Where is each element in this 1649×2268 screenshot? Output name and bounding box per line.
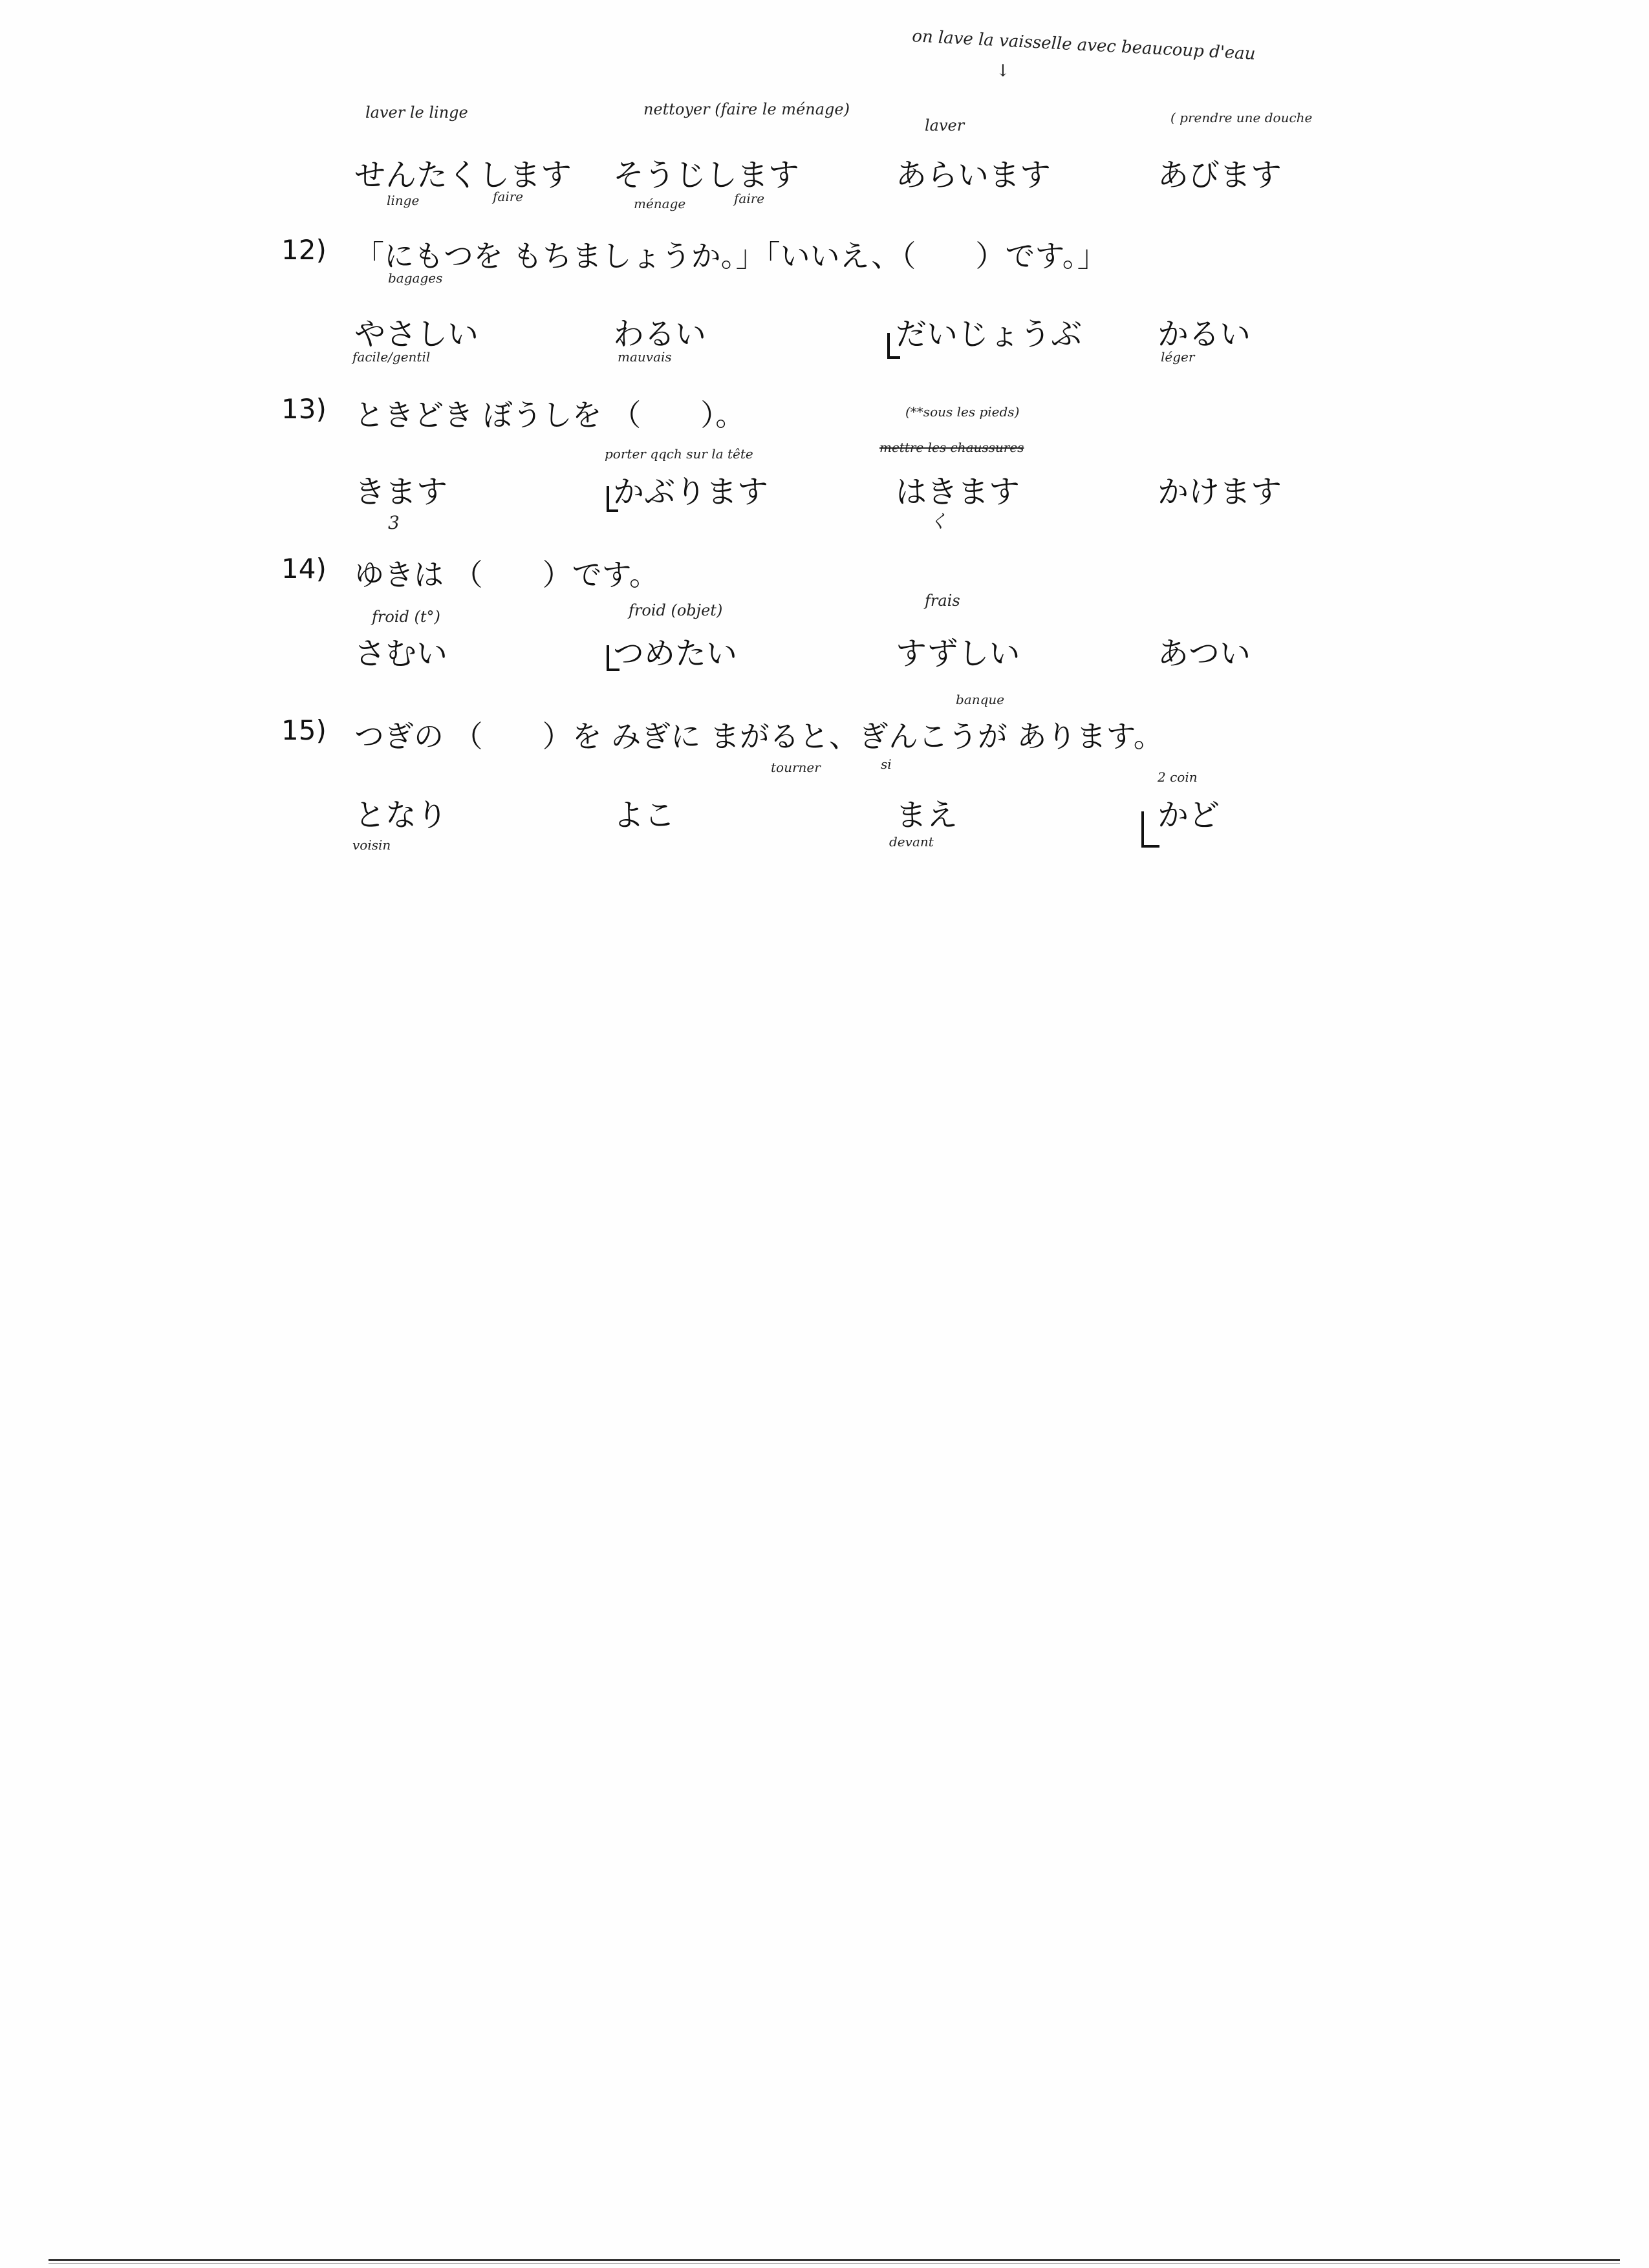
note-above-option-2: nettoyer (faire le ménage)	[643, 100, 850, 118]
question-number-15: 15)	[281, 714, 327, 746]
option-yasashii: やさしい	[354, 316, 479, 352]
handwritten-arrow: ↓	[996, 61, 1010, 81]
option-abimasu: あびます	[1158, 157, 1282, 193]
note-below-hakimasu: く	[929, 511, 948, 532]
question-number-13: 13)	[281, 393, 327, 425]
option-suzushii: すずしい	[896, 636, 1020, 672]
option-samui: さむい	[354, 636, 448, 672]
note-below-kimasu: 3	[388, 512, 400, 533]
answer-check-mark-q13	[607, 486, 618, 512]
option-sentaku-shimasu: せんたくします	[354, 157, 572, 193]
question-text-13: ときどき ぼうしを （ ）。	[354, 398, 746, 433]
option-mae: まえ	[896, 797, 958, 833]
note-above-samui: froid (t°)	[372, 608, 440, 626]
handwritten-note-top: on lave la vaisselle avec beaucoup d'eau	[911, 27, 1256, 64]
option-tonari: となり	[354, 797, 448, 833]
question-number-12: 12)	[281, 234, 327, 266]
question-number-14: 14)	[281, 553, 327, 584]
answer-check-mark-q15	[1141, 811, 1159, 848]
note-si: si	[881, 756, 892, 772]
note-above-hakimasu-2: mettre les chaussures	[879, 440, 1024, 455]
note-below-yasashii: facile/gentil	[352, 349, 431, 365]
option-warui: わるい	[613, 316, 707, 352]
note-above-option-4: ( prendre une douche	[1170, 110, 1313, 125]
option-kaburimasu: かぶります	[613, 474, 769, 510]
note-above-suzushii: frais	[925, 592, 960, 610]
option-souji-shimasu: そうじします	[613, 157, 800, 193]
note-below-karui: léger	[1161, 349, 1195, 365]
option-atsui: あつい	[1158, 636, 1251, 672]
note-above-option-1: laver le linge	[365, 103, 468, 122]
note-above-tsumetai: froid (objet)	[629, 601, 723, 619]
note-above-banque: banque	[956, 692, 1005, 707]
note-below-mae: devant	[889, 834, 934, 850]
note-above-kaburimasu: porter qqch sur la tête	[605, 446, 753, 462]
option-karui: かるい	[1158, 316, 1251, 352]
answer-check-mark-q14	[607, 645, 620, 671]
note-below-option-1a: linge	[387, 193, 420, 208]
note-below-option-2b: faire	[734, 191, 765, 206]
note-below-option-1b: faire	[493, 189, 524, 204]
option-yoko: よこ	[613, 797, 676, 833]
option-tsumetai: つめたい	[613, 636, 738, 672]
note-above-hakimasu-1: (**sous les pieds)	[905, 404, 1020, 420]
bottom-border-line	[48, 2259, 1620, 2261]
option-araimasu: あらいます	[896, 157, 1051, 193]
answer-check-mark-q12	[887, 333, 900, 359]
note-above-option-3: laver	[925, 116, 965, 134]
option-kado: かど	[1158, 797, 1220, 833]
option-kakemasu: かけます	[1158, 474, 1282, 510]
question-text-12: 「にもつを もちましょうか。」「いいえ、（ ）です。」	[354, 239, 1107, 273]
note-above-kado: 2 coin	[1158, 769, 1198, 785]
note-below-tonari: voisin	[352, 837, 391, 853]
question-text-15: つぎの （ ）を みぎに まがると、ぎんこうが あります。	[354, 719, 1163, 754]
option-hakimasu: はきます	[896, 474, 1020, 510]
note-tourner: tourner	[771, 760, 821, 775]
option-daijoubu: だいじょうぶ	[896, 316, 1083, 352]
note-below-option-2a: ménage	[634, 196, 686, 211]
note-below-warui: mauvais	[618, 349, 672, 365]
option-kimasu: きます	[354, 474, 448, 510]
note-q12-bagages: bagages	[388, 270, 443, 286]
question-text-14: ゆきは （ ）です。	[354, 557, 659, 592]
